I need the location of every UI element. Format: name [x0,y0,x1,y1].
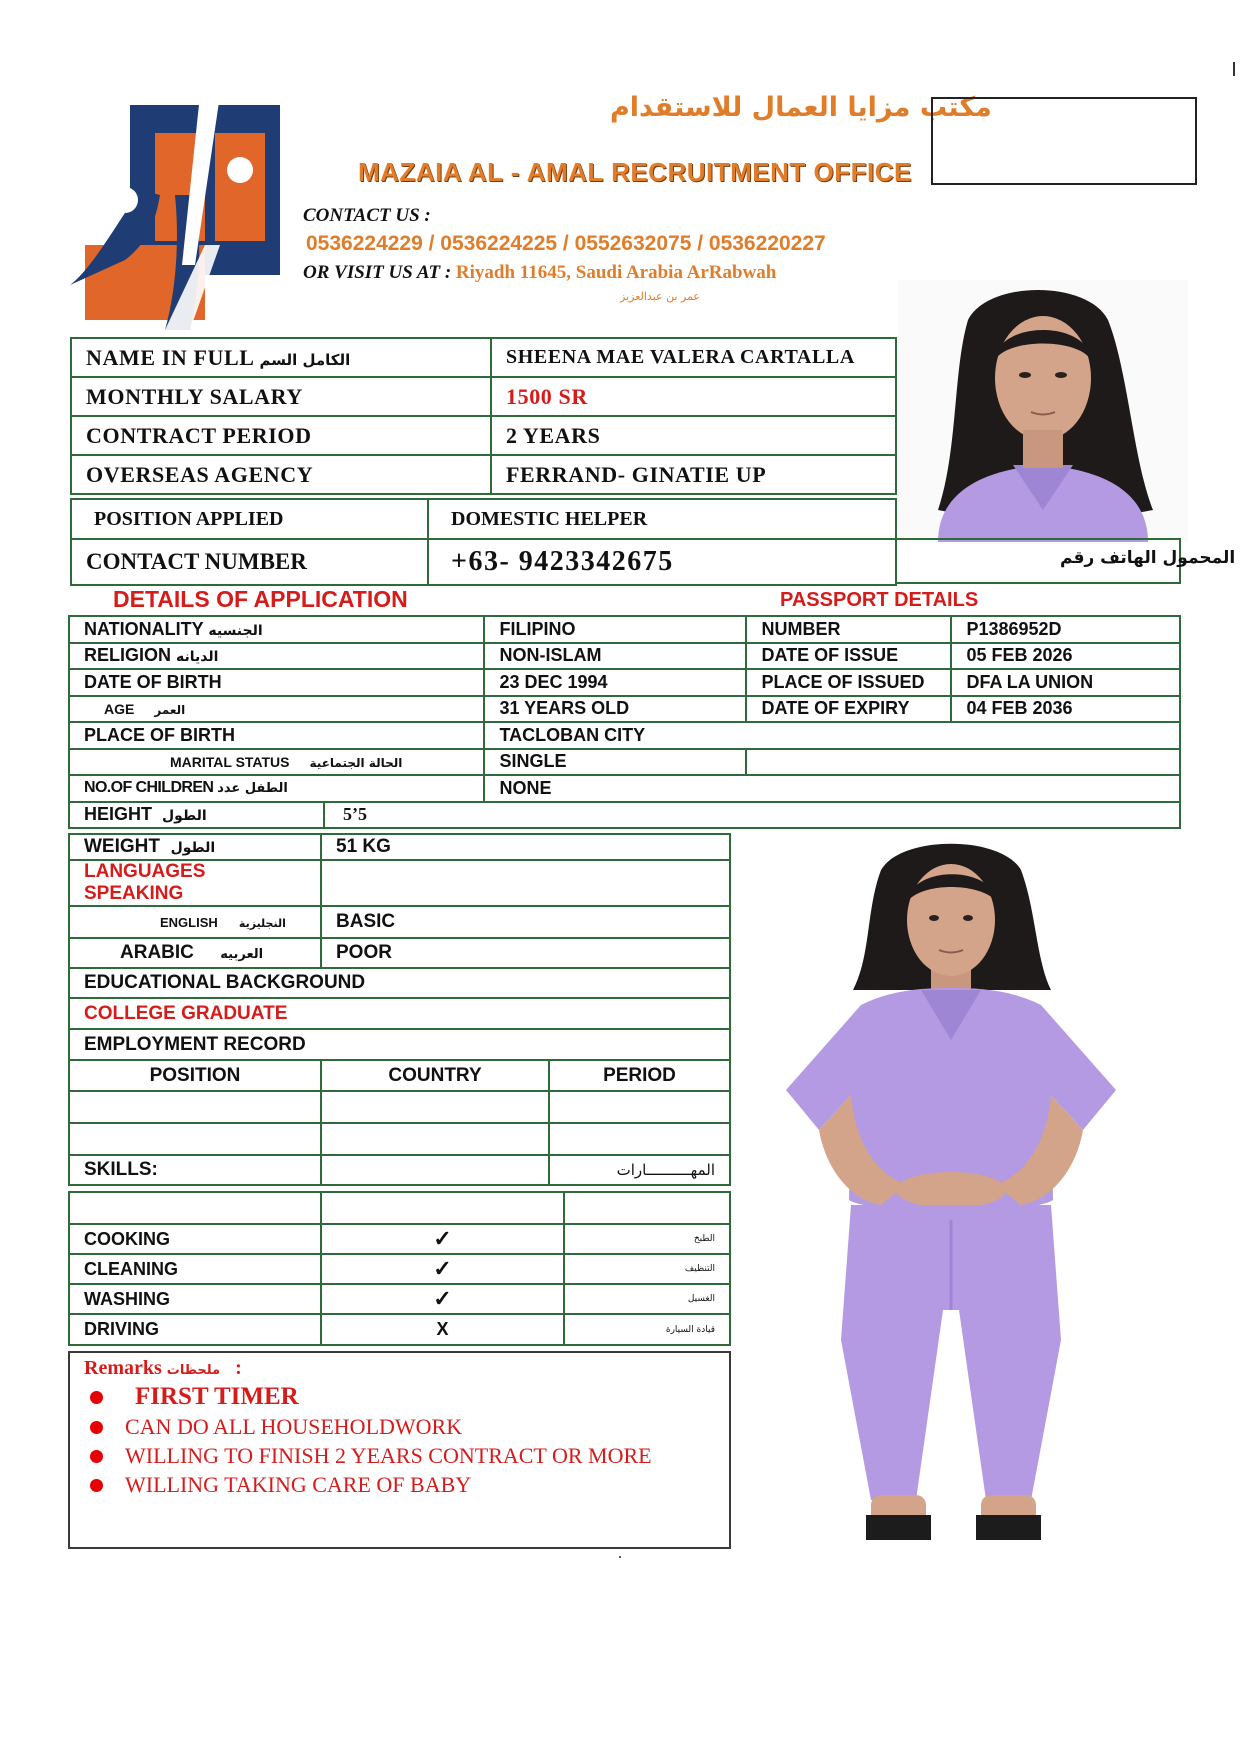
skills-header-cell [321,1192,564,1224]
overseas-agency-value: FERRAND- GINATIE UP [491,455,896,494]
children-value: NONE [484,775,1180,802]
stamp-box [931,97,1197,185]
contact-number-value: +63- 9423342675 [428,539,896,585]
passport-number-value: P1386952D [951,616,1180,643]
skill-name: WASHING [69,1284,321,1314]
remarks-colon: : [235,1357,242,1379]
employment-col-period: PERIOD [549,1060,730,1091]
name-label-cell [71,338,491,377]
skill-name: DRIVING [69,1314,321,1345]
contact-number-label: CONTACT NUMBER [71,539,428,585]
skill-name: COOKING [69,1224,321,1254]
remarks-box [68,1351,731,1549]
age-value: 31 YEARS OLD [484,696,746,723]
cross-mark-icon: X [321,1314,564,1345]
overseas-agency-row [71,455,896,494]
height-label: HEIGHT [84,804,153,825]
bullet-icon [90,1450,103,1463]
dob-label: DATE OF BIRTH [69,669,484,696]
contract-period-label: CONTRACT PERIOD [71,416,491,455]
address-arabic: عمر بن عبدالعزيز [620,290,700,303]
religion-value: NON-ISLAM [484,643,746,670]
visit-label: OR VISIT US AT : [303,262,452,283]
contact-us-label: CONTACT US : [303,205,431,226]
age-label-cell [69,696,484,723]
salary-label: MONTHLY SALARY [71,377,491,416]
height-row [69,802,1180,829]
remark-item [84,1443,715,1469]
arabic-label: ARABIC [120,942,194,963]
children-label: NO.OF CHILDREN [84,779,214,797]
arabic-row [69,938,730,968]
skills-label: SKILLS: [69,1155,321,1185]
contact-number-row [71,539,896,585]
nationality-row [69,616,1180,643]
employment-col-country: COUNTRY [321,1060,549,1091]
weight-value: 51 KG [321,834,730,860]
skills-label-ar: المهــــــــــارات [549,1155,730,1185]
marital-label-cell [69,749,484,776]
issue-date-value: 05 FEB 2026 [951,643,1180,670]
religion-label-cell [69,643,484,670]
english-label-cell [69,906,321,938]
office-phone-numbers: 0536224229 / 0536224225 / 0552632075 / 0536220227 [306,232,826,255]
languages-empty [321,860,730,906]
skills-table [68,1191,731,1346]
weight-label-ar: الطول [170,840,216,856]
name-value: SHEENA MAE VALERA CARTALLA [491,338,896,377]
pob-row [69,722,1180,749]
pob-value: TACLOBAN CITY [484,722,1180,749]
employment-row [69,1091,730,1123]
contract-period-value: 2 YEARS [491,416,896,455]
arabic-value: POOR [321,938,730,968]
marital-empty [746,749,1180,776]
education-value-row [69,998,730,1029]
english-row [69,906,730,938]
place-issued-value: DFA LA UNION [951,669,1180,696]
dob-row [69,669,1180,696]
passport-number-label: NUMBER [746,616,951,643]
salary-row [71,377,896,416]
checkmark-icon: ✓ [321,1224,564,1254]
nationality-label: NATIONALITY [84,618,204,639]
employment-cell [549,1123,730,1155]
remark-item [84,1472,715,1498]
age-row [69,696,1180,723]
english-label-ar: النجليزية [238,917,286,930]
employment-col-position: POSITION [69,1060,321,1091]
remark-text: WILLING TAKING CARE OF BABY [125,1472,472,1497]
bullet-icon [90,1479,103,1492]
languages-row [69,860,730,906]
applicant-headshot-photo [898,280,1188,542]
remark-text: FIRST TIMER [135,1383,299,1410]
skill-name-ar: الغسيل [564,1284,730,1314]
height-label-cell [69,802,324,829]
nationality-value: FILIPINO [484,616,746,643]
employment-header-row [69,1060,730,1091]
contract-period-row [71,416,896,455]
remark-text: WILLING TO FINISH 2 YEARS CONTRACT OR MORE [125,1443,652,1468]
arabic-label-cell [69,938,321,968]
employment-cell [69,1091,321,1123]
applicant-full-body-photo [731,840,1191,1555]
skills-empty [321,1155,549,1185]
salary-value: 1500 SR [491,377,896,416]
pob-label: PLACE OF BIRTH [69,722,484,749]
corner-mark [1233,62,1235,76]
bullet-icon [90,1391,103,1404]
skills-label-row [69,1155,730,1185]
arabic-label-ar: العربيه [220,947,264,962]
weight-label: WEIGHT [84,836,160,857]
contact-number-ar-label: المحمول الهاتف رقم [1060,548,1236,568]
children-row [69,775,1180,802]
skill-row-cooking [69,1224,730,1254]
employment-cell [69,1123,321,1155]
details-section-title: DETAILS OF APPLICATION [113,586,408,612]
english-label: ENGLISH [160,915,218,930]
office-address: Riyadh 11645, Saudi Arabia ArRabwah [455,262,777,283]
education-label: EDUCATIONAL BACKGROUND [69,968,730,998]
height-value: 5’5 [324,802,1180,829]
remarks-label-ar: ملحظات [166,1363,221,1378]
weight-label-cell [69,834,321,860]
position-contact-table [70,498,897,586]
name-row [71,338,896,377]
employment-label: EMPLOYMENT RECORD [69,1029,730,1060]
checkmark-icon: ✓ [321,1284,564,1314]
passport-section-title: PASSPORT DETAILS [780,589,979,611]
skill-name-ar: التنظيف [564,1254,730,1284]
marital-value: SINGLE [484,749,746,776]
marital-label-ar: الحالة الجتماعية [309,756,403,771]
employment-row [69,1123,730,1155]
remark-item [84,1414,715,1440]
religion-label: RELIGION [84,645,172,666]
children-label-cell [69,775,484,802]
stray-dot [619,1556,621,1558]
skill-name-ar: الطبخ [564,1224,730,1254]
bullet-icon [90,1421,103,1434]
main-info-table [70,337,897,495]
children-label-ar: الطفل عدد [217,781,288,797]
visit-address-line [303,262,776,284]
nationality-label-cell [69,616,484,643]
issue-date-label: DATE OF ISSUE [746,643,951,670]
dob-value: 23 DEC 1994 [484,669,746,696]
skill-name: CLEANING [69,1254,321,1284]
checkmark-icon: ✓ [321,1254,564,1284]
remark-item [84,1383,715,1411]
age-label-ar: العمر [154,703,186,718]
remarks-title [84,1357,715,1380]
remark-text: CAN DO ALL HOUSEHOLDWORK [125,1414,463,1439]
agency-logo [70,95,300,330]
name-label: NAME IN FULL [86,344,254,370]
height-label-ar: الطول [162,808,207,825]
skill-name-ar: قيادة السيارة [564,1314,730,1345]
english-value: BASIC [321,906,730,938]
expiry-date-label: DATE OF EXPIRY [746,696,951,723]
marital-row [69,749,1180,776]
employment-cell [321,1091,549,1123]
nationality-label-ar: الجنسيه [208,622,263,639]
employment-cell [549,1091,730,1123]
education-label-row [69,968,730,998]
skill-row-driving [69,1314,730,1345]
position-row [71,499,896,539]
remarks-label: Remarks [84,1357,162,1379]
marital-label: MARITAL STATUS [170,754,290,771]
skills-header-cell [564,1192,730,1224]
skill-row-cleaning [69,1254,730,1284]
position-value: DOMESTIC HELPER [428,499,896,539]
position-label: POSITION APPLIED [71,499,428,539]
employment-cell [321,1123,549,1155]
skills-header-row [69,1192,730,1224]
religion-label-ar: الديانه [176,649,219,666]
details-table [68,615,1181,829]
religion-row [69,643,1180,670]
overseas-agency-label: OVERSEAS AGENCY [71,455,491,494]
expiry-date-value: 04 FEB 2036 [951,696,1180,723]
languages-title: LANGUAGES SPEAKING [69,860,321,906]
languages-education-table [68,833,731,1186]
office-title: MAZAIA AL - AMAL RECRUITMENT OFFICE [358,157,912,187]
employment-label-row [69,1029,730,1060]
place-issued-label: PLACE OF ISSUED [746,669,951,696]
weight-row [69,834,730,860]
skill-row-washing [69,1284,730,1314]
age-label: AGE [104,701,135,718]
skills-header-cell [69,1192,321,1224]
office-arabic-title: مكتب مزايا العمال للاستقدام [610,92,992,123]
name-label-ar: الكامل السم [259,350,351,369]
education-value: COLLEGE GRADUATE [69,998,730,1029]
